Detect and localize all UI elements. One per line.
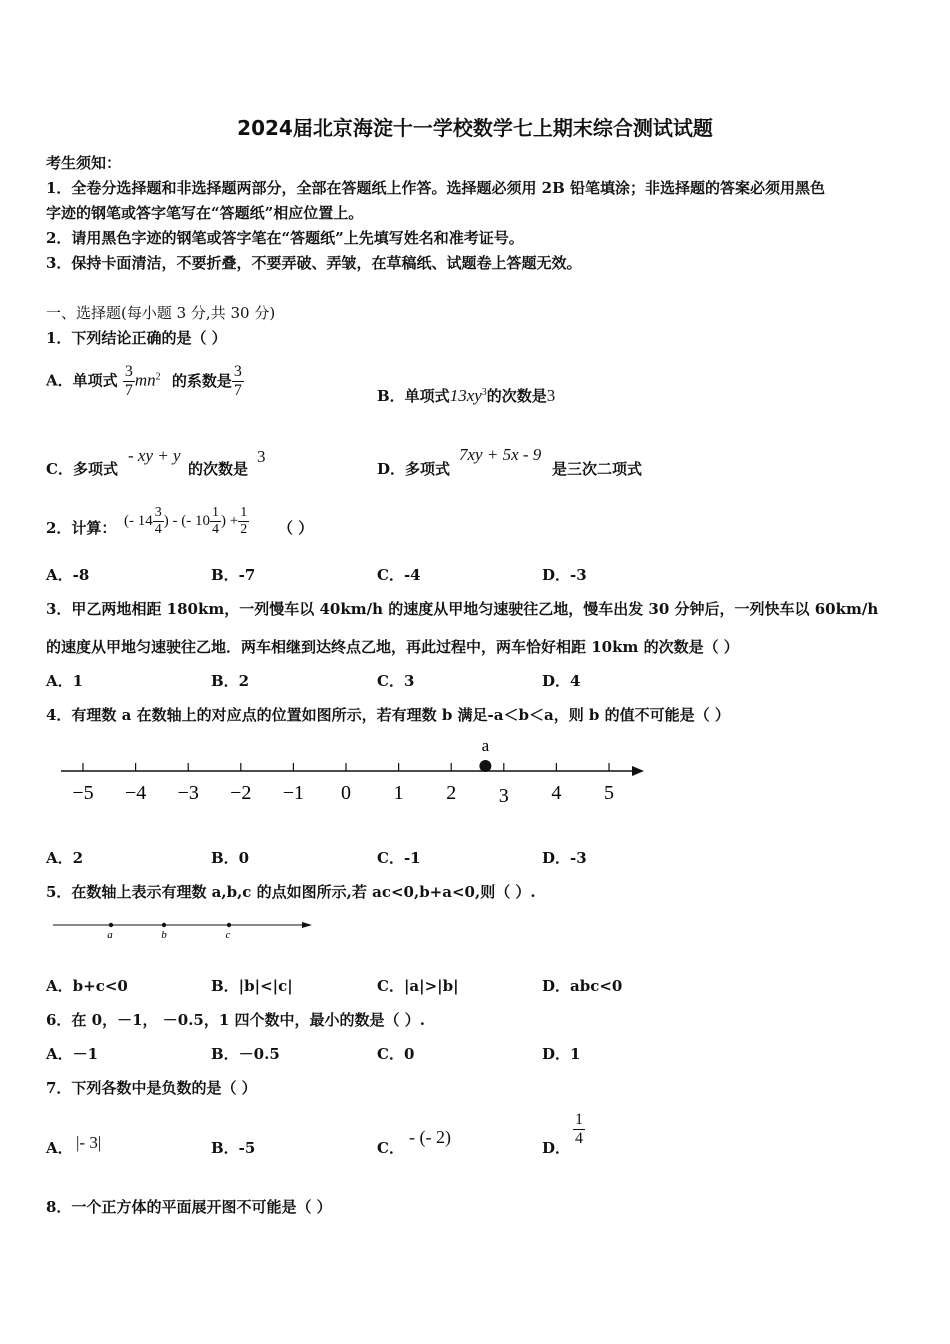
- q4-option-c: C．-1: [377, 849, 421, 867]
- notice-line-1a: 1．全卷分选择题和非选择题两部分，全部在答题纸上作答。选择题必须用 2B 铅笔填涂；非选择题的答案必须用黑色: [46, 179, 826, 197]
- q6-option-a: A．－1: [46, 1045, 99, 1063]
- q7-option-a-label: A．: [46, 1139, 73, 1157]
- q1-stem: 1．下列结论正确的是（ ）: [46, 329, 227, 347]
- q3-option-b: B．2: [211, 672, 250, 690]
- q6-option-d: D．1: [542, 1045, 581, 1063]
- q1-c-expression: - xy + y: [128, 446, 181, 465]
- q7-option-c-label: C．: [377, 1139, 404, 1157]
- q4-tick-label-5: 5: [604, 782, 614, 804]
- q5-point-a: [109, 923, 113, 927]
- q1-option-c-label: C．多项式: [46, 460, 118, 478]
- q4-tick-label-2: 2: [446, 782, 457, 804]
- q5-label-a: a: [107, 929, 113, 941]
- q1-c-mid: 的次数是: [188, 460, 249, 478]
- q3-line-2: 的速度从甲地匀速驶往乙地．两车相继到达终点乙地，再此过程中，两车恰好相距 10km 的次数是（ ）: [46, 638, 739, 656]
- q5-axis-arrow: [302, 922, 312, 928]
- q1-a-mid: 的系数是: [171, 371, 232, 390]
- q4-option-b: B．0: [211, 849, 250, 867]
- q4-option-a: A．2: [46, 849, 84, 867]
- q2-option-c: C．-4: [377, 566, 421, 584]
- page-title: 2024届北京海淀十一学校数学七上期末综合测试试题: [237, 116, 713, 140]
- q1-a-monomial: mn: [134, 370, 156, 390]
- q2-paren: （ ）: [278, 519, 314, 537]
- q1-b-mid: 的次数是: [486, 387, 547, 405]
- notice-line-3: 3．保持卡面清洁，不要折叠，不要弄破、弄皱，在草稿纸、试题卷上答题无效。: [46, 254, 582, 272]
- q7-option-d-label: D．: [542, 1139, 571, 1157]
- q1-b-exponent: 3: [481, 387, 487, 398]
- q2-stem: 2．计算：: [46, 519, 117, 537]
- notice-line-2: 2．请用黑色字迹的钢笔或答字笔在“答题纸”上先填写姓名和准考证号。: [46, 229, 524, 247]
- q1-c-value: 3: [257, 447, 266, 466]
- q2-option-d: D．-3: [542, 566, 587, 584]
- q3-line-1: 3．甲乙两地相距 180km，一列慢车以 40km/h 的速度从甲地匀速驶往乙地，慢车出发 30 分钟后，一列快车以 60km/h: [46, 600, 879, 618]
- q1-b-label: B．单项式: [377, 387, 450, 405]
- q6-option-b: B．－0.5: [211, 1045, 280, 1063]
- q4-tick-label--2: −2: [230, 782, 252, 804]
- q1-d-expression: 7xy + 5x - 9: [459, 445, 542, 464]
- q7-a-expression: |- 3|: [76, 1133, 102, 1152]
- q4-tick-label--4: −4: [124, 782, 147, 804]
- q4-point-label: a: [481, 736, 490, 755]
- q2-expression: (- 14 $\frac{3}{4}$ ) - (- 10 $\frac{1}{4}$ ) + $\frac{1}{2}$: [124, 505, 248, 537]
- q5-label-c: c: [225, 929, 231, 941]
- q1-b-expression: 13xy: [449, 386, 482, 405]
- q5-number-line: [0, 912, 330, 944]
- q1-a-fraction: $\frac{3}{7}$: [124, 363, 133, 399]
- notice-line-1b: 字迹的钢笔或答字笔写在“答题纸”相应位置上。: [46, 204, 364, 222]
- q4-tick-label-1: 1: [393, 782, 404, 804]
- q7-option-b: B．-5: [211, 1139, 256, 1157]
- q5-option-c: C．|a|>|b|: [377, 977, 459, 995]
- q4-tick-label-3: 3: [498, 785, 509, 807]
- q7-stem: 7．下列各数中是负数的是（ ）: [46, 1079, 257, 1097]
- q5-label-b: b: [161, 929, 167, 941]
- q4-tick-label--5: −5: [72, 782, 94, 804]
- notice-heading: 考生须知：: [46, 154, 122, 172]
- q6-option-c: C．0: [377, 1045, 415, 1063]
- q1-a-exponent: 2: [155, 371, 161, 383]
- q8-stem: 8．一个正方体的平面展开图不可能是（ ）: [46, 1198, 332, 1216]
- q2-option-b: B．-7: [211, 566, 256, 584]
- q5-stem: 5．在数轴上表示有理数 a,b,c 的点如图所示,若 ac<0,b+a<0,则（ ）.: [46, 883, 536, 901]
- q1-a-label: A．单项式: [46, 371, 118, 390]
- q1-b-value: 3: [546, 386, 556, 405]
- q5-point-c: [227, 923, 231, 927]
- q7-d-fraction: $\frac{1}{4}$: [575, 1111, 583, 1147]
- q4-point-a: [479, 760, 491, 772]
- q5-option-d: D．abc<0: [542, 977, 623, 995]
- q3-option-a: A．1: [46, 672, 84, 690]
- q4-option-d: D．-3: [542, 849, 587, 867]
- q1-option-d-label: D．多项式: [377, 460, 451, 478]
- q4-tick-label--3: −3: [177, 782, 199, 804]
- q3-option-d: D．4: [542, 672, 581, 690]
- section-heading: 一、选择题(每小题 3 分,共 30 分): [46, 304, 276, 322]
- q1-a-coefficient: $\frac{3}{7}$: [233, 363, 242, 399]
- q4-tick-label--1: −1: [282, 782, 305, 804]
- q1-option-b: [377, 385, 555, 406]
- q2-option-a: A．-8: [46, 566, 90, 584]
- q5-option-a: A．b+c<0: [46, 977, 128, 995]
- q6-stem: 6．在 0，－1， －0.5，1 四个数中，最小的数是（ ）.: [46, 1011, 425, 1029]
- q7-c-expression: - (- 2): [409, 1127, 451, 1147]
- q5-option-b: B．|b|<|c|: [211, 977, 293, 995]
- q4-tick-label-0: 0: [341, 782, 351, 804]
- q3-option-c: C．3: [377, 672, 415, 690]
- q4-stem: 4．有理数 a 在数轴上的对应点的位置如图所示，若有理数 b 满足-a＜b＜a，则 b 的值不可能是（ ）: [46, 706, 730, 724]
- q4-tick-label-4: 4: [551, 782, 562, 804]
- q4-number-line: [0, 730, 950, 810]
- q1-option-a: [46, 363, 244, 400]
- q5-point-b: [162, 923, 166, 927]
- q4-axis-arrow: [632, 766, 644, 776]
- q1-d-tail: 是三次二项式: [552, 460, 643, 478]
